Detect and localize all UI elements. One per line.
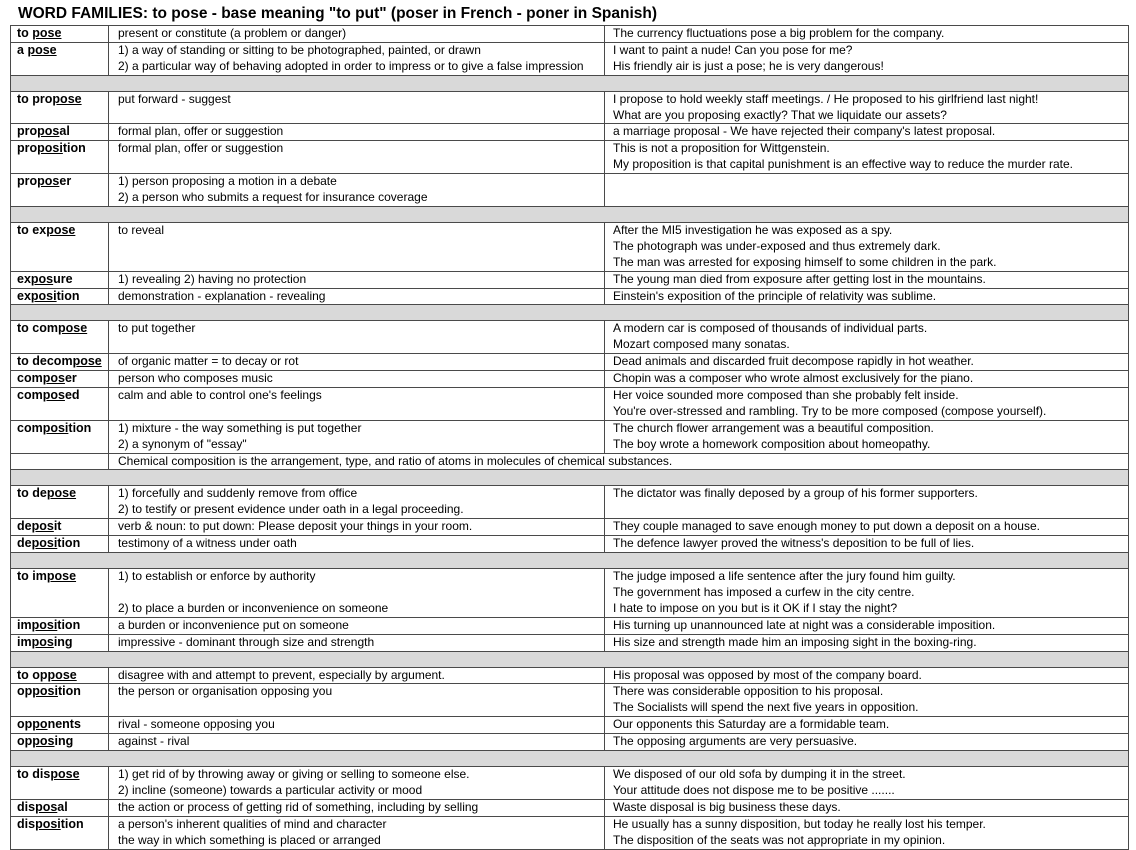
word-part: to com <box>17 321 58 336</box>
word-part: pro <box>17 174 38 189</box>
meaning-line: formal plan, offer or suggestion <box>118 141 284 156</box>
example-line: His proposal was opposed by most of the company board. <box>613 667 922 682</box>
word-root: posi <box>37 141 63 156</box>
word-part: to op <box>17 667 48 682</box>
word-row <box>11 684 1129 717</box>
note-row <box>11 453 1129 470</box>
meaning-line: 1) revealing 2) having no protection <box>118 271 307 286</box>
word-row <box>11 569 1129 618</box>
word-root: pose <box>46 222 76 237</box>
example-line: They couple managed to save enough money to put down a deposit on a house. <box>613 519 1040 534</box>
example-line: The opposing arguments are very persuasive. <box>613 734 858 749</box>
separator-cell <box>11 75 1129 91</box>
meaning-cell <box>109 816 605 849</box>
word-part: tion <box>57 536 81 551</box>
word-row <box>11 634 1129 651</box>
example-line: The disposition of the seats was not appropriate in my opinion. <box>613 832 946 847</box>
word-row <box>11 42 1129 75</box>
word-part: op <box>17 734 33 749</box>
example-line: What are you proposing exactly? That we liquidate our assets? <box>613 107 947 122</box>
word-part: it <box>53 519 62 534</box>
word-part: dis <box>17 816 36 831</box>
example-line: His friendly air is just a pose; he is very dangerous! <box>613 58 884 73</box>
word-part: op <box>17 717 33 732</box>
word-part: ure <box>53 271 73 286</box>
meaning-cell <box>109 354 605 371</box>
word-row <box>11 371 1129 388</box>
word-root: pos <box>37 124 60 139</box>
word-part: to dis <box>17 767 51 782</box>
example-line <box>613 174 1122 190</box>
word-cell <box>11 486 109 519</box>
examples-cell <box>605 371 1129 388</box>
word-row <box>11 321 1129 354</box>
word-cell <box>11 91 109 124</box>
examples-cell <box>605 734 1129 751</box>
group-separator <box>11 470 1129 486</box>
word-cell <box>11 371 109 388</box>
word-row <box>11 617 1129 634</box>
word-cell <box>11 667 109 684</box>
separator-cell <box>11 553 1129 569</box>
word-cell <box>11 420 109 453</box>
word-root: posi <box>32 684 58 699</box>
note-text: Chemical composition is the arrangement, type, and ratio of atoms in molecules of chemical substances. <box>118 453 673 468</box>
word-row <box>11 271 1129 288</box>
word-families-table <box>10 25 1129 850</box>
group-separator <box>11 75 1129 91</box>
meaning-cell <box>109 617 605 634</box>
word-part: pro <box>17 141 38 156</box>
meaning-line: 1) a way of standing or sitting to be photographed, painted, or drawn <box>118 42 481 57</box>
word-row <box>11 124 1129 141</box>
word-part: ing <box>54 734 74 749</box>
meaning-line <box>118 239 598 255</box>
word-part: to de <box>17 486 47 501</box>
meaning-cell <box>109 667 605 684</box>
meaning-line: rival - someone opposing you <box>118 717 275 732</box>
word-root: pose <box>46 486 77 501</box>
word-cell <box>11 321 109 354</box>
example-line: The photograph was under-exposed and thus extremely dark. <box>613 238 941 253</box>
examples-cell <box>605 799 1129 816</box>
word-row <box>11 420 1129 453</box>
word-cell <box>11 124 109 141</box>
examples-cell <box>605 717 1129 734</box>
meaning-cell <box>109 569 605 618</box>
meaning-cell <box>109 42 605 75</box>
page-title: WORD FAMILIES: to pose - base meaning "to put" (poser in French - poner in Spanish) <box>18 5 658 22</box>
examples-cell <box>605 388 1129 421</box>
example-line <box>613 502 1122 518</box>
meaning-line: formal plan, offer or suggestion <box>118 124 284 139</box>
group-separator <box>11 751 1129 767</box>
meaning-line <box>118 108 598 124</box>
word-root: pose <box>27 42 57 57</box>
word-row <box>11 734 1129 751</box>
word-root: pos <box>31 519 54 534</box>
meaning-cell <box>109 634 605 651</box>
meaning-line: person who composes music <box>118 371 273 386</box>
meaning-line: 2) a person who submits a request for insurance coverage <box>118 190 428 205</box>
examples-cell <box>605 288 1129 305</box>
word-part: tion <box>60 816 84 831</box>
meaning-cell <box>109 174 605 207</box>
example-line <box>613 190 1122 206</box>
word-cell <box>11 271 109 288</box>
word-part: er <box>64 371 77 386</box>
meaning-cell <box>109 767 605 800</box>
word-row <box>11 717 1129 734</box>
word-row <box>11 536 1129 553</box>
meaning-cell <box>109 420 605 453</box>
word-root: pose <box>46 569 77 584</box>
example-line: There was considerable opposition to his proposal. <box>613 684 884 699</box>
word-root: pos <box>30 271 54 286</box>
example-line: You're over-stressed and rambling. Try to be more composed (compose yourself). <box>613 403 1047 418</box>
word-cell <box>11 222 109 271</box>
meaning-cell <box>109 321 605 354</box>
examples-cell <box>605 569 1129 618</box>
example-line: The defence lawyer proved the witness's deposition to be full of lies. <box>613 536 975 551</box>
word-part: ex <box>17 271 31 286</box>
meaning-cell <box>109 519 605 536</box>
word-cell <box>11 767 109 800</box>
group-separator <box>11 651 1129 667</box>
examples-cell <box>605 222 1129 271</box>
meaning-line: a person's inherent qualities of mind and character <box>118 816 387 831</box>
word-cell <box>11 799 109 816</box>
word-root: pose <box>32 26 62 40</box>
word-row <box>11 354 1129 371</box>
group-separator <box>11 305 1129 321</box>
word-part: tion <box>57 684 81 699</box>
example-line: My proposition is that capital punishment is an effective way to reduce the murder rate. <box>613 157 1074 172</box>
meaning-cell <box>109 799 605 816</box>
meaning-line: calm and able to control one's feelings <box>118 388 322 403</box>
word-part: tion <box>68 420 92 435</box>
word-part: tion <box>57 617 81 632</box>
examples-cell <box>605 634 1129 651</box>
word-root: pose <box>52 91 82 106</box>
example-line: His turning up unannounced late at night was a considerable imposition. <box>613 617 996 632</box>
examples-cell <box>605 684 1129 717</box>
example-line: Mozart composed many sonatas. <box>613 337 790 352</box>
word-root: pos <box>42 388 65 403</box>
word-cell <box>11 174 109 207</box>
word-part: tion <box>62 141 86 156</box>
word-row <box>11 519 1129 536</box>
word-cell <box>11 519 109 536</box>
example-line: This is not a proposition for Wittgenstein. <box>613 141 830 156</box>
meaning-cell <box>109 734 605 751</box>
examples-cell <box>605 667 1129 684</box>
meaning-line: present or constitute (a problem or danger) <box>118 26 347 40</box>
separator-cell <box>11 470 1129 486</box>
word-part: to ex <box>17 222 47 237</box>
word-cell <box>11 717 109 734</box>
word-root: posi <box>30 288 57 303</box>
meaning-line <box>118 700 598 716</box>
word-row <box>11 288 1129 305</box>
separator-cell <box>11 651 1129 667</box>
examples-cell <box>605 519 1129 536</box>
example-line: The young man died from exposure after getting lost in the mountains. <box>613 271 986 286</box>
word-root: pose <box>57 321 88 336</box>
meaning-line: 2) a particular way of behaving adopted in order to impress or to give a false impression <box>118 58 584 73</box>
word-root: pose <box>72 354 102 369</box>
meaning-line: 2) incline (someone) towards a particular activity or mood <box>118 782 423 797</box>
word-root: posi <box>42 420 69 435</box>
example-line: His size and strength made him an imposing sight in the boxing-ring. <box>613 634 977 649</box>
meaning-line <box>118 404 598 420</box>
word-row <box>11 667 1129 684</box>
example-line: I propose to hold weekly staff meetings. / He proposed to his girlfriend last night! <box>613 91 1039 106</box>
meaning-cell <box>109 388 605 421</box>
example-line: A modern car is composed of thousands of individual parts. <box>613 321 928 336</box>
word-part: de <box>17 519 32 534</box>
meaning-line: a burden or inconvenience put on someone <box>118 617 349 632</box>
word-part: to <box>17 26 33 40</box>
meaning-line: 1) forcefully and suddenly remove from office <box>118 486 358 501</box>
example-line: The dictator was finally deposed by a group of his former supporters. <box>613 486 978 501</box>
word-part: im <box>17 617 32 632</box>
word-root: posi <box>31 536 58 551</box>
word-cell <box>11 26 109 43</box>
word-root: pose <box>50 767 80 782</box>
meaning-line: the person or organisation opposing you <box>118 684 333 699</box>
word-part: er <box>59 174 72 189</box>
examples-cell <box>605 767 1129 800</box>
example-line: The man was arrested for exposing himself to some children in the park. <box>613 254 997 269</box>
meaning-line: disagree with and attempt to prevent, especially by argument. <box>118 667 445 682</box>
word-part: ed <box>64 388 80 403</box>
meaning-cell <box>109 288 605 305</box>
example-line: The Socialists will spend the next five years in opposition. <box>613 700 919 715</box>
meaning-cell <box>109 26 605 43</box>
word-part: pro <box>17 124 38 139</box>
meaning-cell <box>109 486 605 519</box>
meaning-line: demonstration - explanation - revealing <box>118 288 326 303</box>
examples-cell <box>605 617 1129 634</box>
meaning-line: testimony of a witness under oath <box>118 536 297 551</box>
word-row <box>11 767 1129 800</box>
meaning-cell <box>109 271 605 288</box>
word-part: de <box>17 536 32 551</box>
word-cell <box>11 536 109 553</box>
word-row <box>11 486 1129 519</box>
word-part: nents <box>47 717 81 732</box>
word-row <box>11 222 1129 271</box>
word-root: pos <box>42 371 65 386</box>
example-line: The boy wrote a homework composition about homeopathy. <box>613 436 931 451</box>
word-part: com <box>17 420 43 435</box>
word-part: to pro <box>17 91 53 106</box>
word-cell <box>11 141 109 174</box>
example-line: The judge imposed a life sentence after the jury found him guilty. <box>613 569 956 584</box>
separator-cell <box>11 751 1129 767</box>
word-part: op <box>17 684 33 699</box>
meaning-line <box>118 585 598 601</box>
word-cell <box>11 734 109 751</box>
examples-cell <box>605 420 1129 453</box>
meaning-line: to put together <box>118 321 196 336</box>
meaning-line <box>118 157 598 173</box>
example-line: After the MI5 investigation he was exposed as a spy. <box>613 222 893 237</box>
meaning-cell <box>109 684 605 717</box>
word-part: to decom <box>17 354 73 369</box>
word-cell <box>11 569 109 618</box>
examples-cell <box>605 91 1129 124</box>
word-root: pos <box>35 799 58 814</box>
word-cell <box>11 684 109 717</box>
word-cell <box>11 816 109 849</box>
word-part: ing <box>53 634 73 649</box>
word-cell <box>11 42 109 75</box>
examples-cell <box>605 42 1129 75</box>
examples-cell <box>605 816 1129 849</box>
examples-cell <box>605 536 1129 553</box>
word-part: a <box>17 42 28 57</box>
group-separator <box>11 553 1129 569</box>
word-part: al <box>59 124 70 139</box>
meaning-line: 1) mixture - the way something is put together <box>118 420 362 435</box>
meaning-line: the action or process of getting rid of something, including by selling <box>118 799 479 814</box>
word-row <box>11 141 1129 174</box>
word-cell <box>11 634 109 651</box>
meaning-cell <box>109 91 605 124</box>
example-line: Waste disposal is big business these days. <box>613 799 841 814</box>
meaning-line: 2) a synonym of "essay" <box>118 436 247 451</box>
examples-cell <box>605 354 1129 371</box>
word-cell <box>11 617 109 634</box>
word-root: pos <box>31 634 54 649</box>
word-part: ex <box>17 288 31 303</box>
word-part: im <box>17 634 32 649</box>
examples-cell <box>605 271 1129 288</box>
word-part: dis <box>17 799 36 814</box>
example-line: Einstein's exposition of the principle of relativity was sublime. <box>613 288 937 303</box>
word-root: pos <box>37 174 60 189</box>
meaning-line <box>118 255 598 271</box>
word-row <box>11 816 1129 849</box>
meaning-line: of organic matter = to decay or rot <box>118 354 299 369</box>
examples-cell <box>605 321 1129 354</box>
meaning-cell <box>109 717 605 734</box>
examples-cell <box>605 486 1129 519</box>
meaning-line: 2) to place a burden or inconvenience on someone <box>118 600 389 615</box>
word-root: pos <box>32 734 55 749</box>
example-line: I hate to impose on you but is it OK if I stay the night? <box>613 600 898 615</box>
example-line: Chopin was a composer who wrote almost exclusively for the piano. <box>613 371 974 386</box>
example-line: Our opponents this Saturday are a formidable team. <box>613 717 890 732</box>
example-line: I want to paint a nude! Can you pose for me? <box>613 42 853 57</box>
word-cell <box>11 388 109 421</box>
example-line: Your attitude does not dispose me to be positive ....... <box>613 782 895 797</box>
meaning-line: verb & noun: to put down: Please deposit your things in your room. <box>118 519 473 534</box>
group-separator <box>11 206 1129 222</box>
examples-cell <box>605 141 1129 174</box>
word-part: tion <box>56 288 80 303</box>
word-cell <box>11 354 109 371</box>
word-row <box>11 174 1129 207</box>
separator-cell <box>11 206 1129 222</box>
word-part: com <box>17 371 43 386</box>
example-line: The currency fluctuations pose a big problem for the company. <box>613 26 945 40</box>
word-root: posi <box>35 816 61 831</box>
word-row <box>11 799 1129 816</box>
examples-cell <box>605 174 1129 207</box>
example-line: Her voice sounded more composed than she probably felt inside. <box>613 388 959 403</box>
meaning-line: the way in which something is placed or arranged <box>118 832 381 847</box>
meaning-cell <box>109 141 605 174</box>
meaning-line: against - rival <box>118 734 190 749</box>
meaning-line: to reveal <box>118 222 165 237</box>
word-part: al <box>57 799 68 814</box>
example-line: a marriage proposal - We have rejected their company's latest proposal. <box>613 124 996 139</box>
meaning-line: 1) to establish or enforce by authority <box>118 569 316 584</box>
meaning-cell <box>109 222 605 271</box>
word-root: pose <box>47 667 77 682</box>
meaning-line: 2) to testify or present evidence under oath in a legal proceeding. <box>118 502 464 517</box>
word-part: com <box>17 388 43 403</box>
meaning-line: 1) get rid of by throwing away or giving or selling to someone else. <box>118 767 470 782</box>
example-line: The church flower arrangement was a beautiful composition. <box>613 420 934 435</box>
note-spacer-cell <box>11 453 109 470</box>
word-part: to im <box>17 569 47 584</box>
word-root: posi <box>31 617 58 632</box>
word-cell <box>11 288 109 305</box>
example-line: We disposed of our old sofa by dumping it in the street. <box>613 767 906 782</box>
meaning-cell <box>109 124 605 141</box>
meaning-line: put forward - suggest <box>118 91 231 106</box>
word-row <box>11 388 1129 421</box>
meaning-line <box>118 337 598 353</box>
word-root: po <box>32 717 48 732</box>
word-row <box>11 26 1129 43</box>
meaning-cell <box>109 371 605 388</box>
meaning-line: impressive - dominant through size and strength <box>118 634 375 649</box>
word-row <box>11 91 1129 124</box>
separator-cell <box>11 305 1129 321</box>
examples-cell <box>605 26 1129 43</box>
example-line: He usually has a sunny disposition, but today he really lost his temper. <box>613 816 986 831</box>
example-line: Dead animals and discarded fruit decompose rapidly in hot weather. <box>613 354 974 369</box>
meaning-cell <box>109 536 605 553</box>
example-line: The government has imposed a curfew in the city centre. <box>613 584 915 599</box>
note-cell <box>109 453 1129 470</box>
examples-cell <box>605 124 1129 141</box>
meaning-line: 1) person proposing a motion in a debate <box>118 174 337 189</box>
